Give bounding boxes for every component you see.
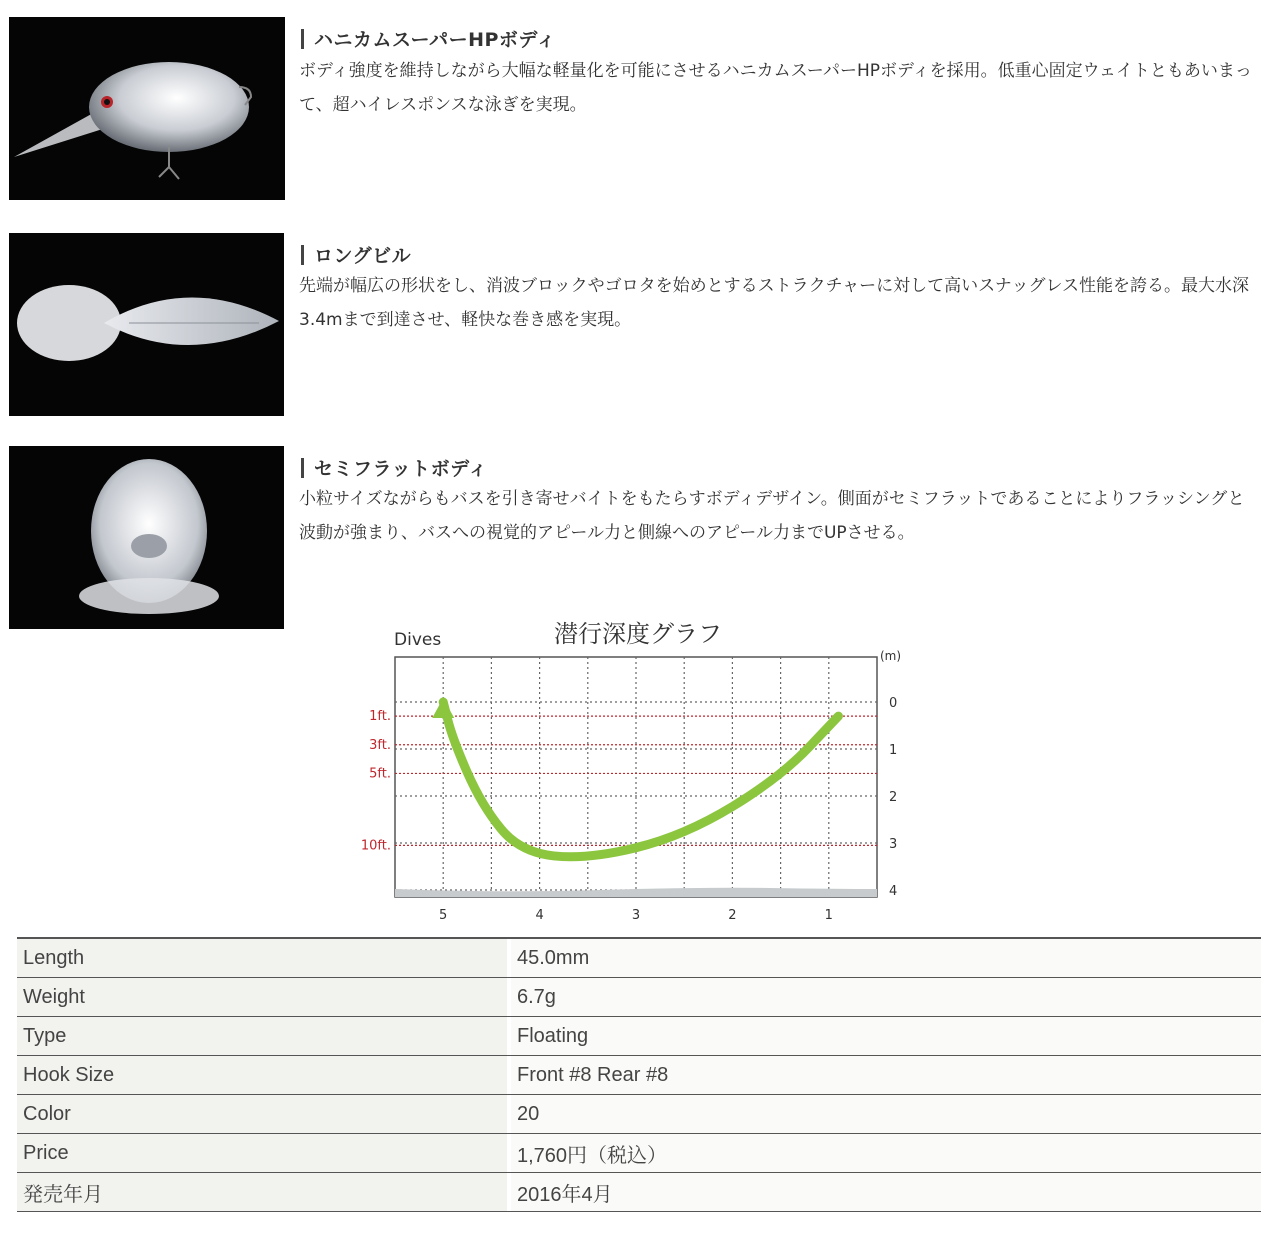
x-tick-label: 4: [535, 908, 544, 923]
feature-title-text: ロングビル: [314, 245, 412, 267]
feature-text: 小粒サイズながらもバスを引き寄せバイトをもたらすボディデザイン。側面がセミフラットであることによりフラッシングと波動が強まり、バスへの視覚的アピール力と側線へのアピール力までUPさせる。: [299, 489, 1245, 543]
title-bar: [301, 458, 304, 478]
feature-title: [301, 25, 556, 52]
spec-key: 発売年月: [17, 1173, 507, 1212]
title-bar: [301, 29, 304, 49]
spec-key: Weight: [17, 978, 507, 1017]
lure-top-photo: [9, 233, 284, 416]
spec-key: Color: [17, 1095, 507, 1134]
spec-row: [17, 1134, 1261, 1173]
title-bar: [301, 245, 304, 265]
spec-value: Front #8 Rear #8: [511, 1056, 1261, 1095]
spec-key: Price: [17, 1134, 507, 1173]
spec-row: [17, 938, 1261, 978]
spec-row: [17, 1056, 1261, 1095]
x-tick-label: 1: [824, 908, 833, 923]
y-tick-label: 0: [889, 696, 898, 711]
spec-row: [17, 1173, 1261, 1212]
spec-key: Hook Size: [17, 1056, 507, 1095]
spec-value: Floating: [511, 1017, 1261, 1056]
x-tick-label: 2: [728, 908, 737, 923]
spec-value: 6.7g: [511, 978, 1261, 1017]
feet-marker-label: 5ft.: [369, 766, 391, 782]
feature-title: [301, 454, 488, 481]
chart-ylabel-right: (m): [880, 649, 902, 663]
y-tick-label: 4: [889, 884, 898, 899]
spec-table: [17, 937, 1261, 1212]
feature-title: [301, 241, 411, 268]
spec-key: Type: [17, 1017, 507, 1056]
y-tick-label: 3: [889, 837, 898, 852]
spec-value: 2016年4月: [511, 1173, 1261, 1212]
spec-value: 45.0mm: [511, 938, 1261, 978]
spec-row: [17, 1095, 1261, 1134]
dive-depth-chart: [350, 612, 930, 932]
chart-title: 潜行深度グラフ: [554, 620, 722, 648]
feature-text: 先端が幅広の形状をし、消波ブロックやゴロタを始めとするストラクチャーに対して高いスナッグレス性能を誇る。最大水深3.4mまで到達させ、軽快な巻き感を実現。: [299, 276, 1249, 330]
feature-title-text: ハニカムスーパーHPボディ: [314, 29, 556, 51]
chart-ylabel-left: Dives: [394, 630, 442, 650]
feet-marker-label: 10ft.: [360, 838, 391, 854]
spec-value: 1,760円（税込）: [511, 1134, 1261, 1173]
spec-key: Length: [17, 938, 507, 978]
y-tick-label: 1: [889, 743, 898, 758]
lure-side-photo: [9, 17, 285, 200]
spec-row: [17, 1017, 1261, 1056]
x-tick-label: 5: [439, 908, 448, 923]
feature-title-text: セミフラットボディ: [314, 458, 488, 480]
lure-front-photo: [9, 446, 284, 629]
spec-row: [17, 978, 1261, 1017]
feet-marker-label: 3ft.: [369, 737, 391, 753]
feet-marker-label: 1ft.: [369, 709, 391, 725]
spec-value: 20: [511, 1095, 1261, 1134]
x-tick-label: 3: [631, 908, 641, 923]
y-tick-label: 2: [889, 790, 898, 805]
feature-text: ボディ強度を維持しながら大幅な軽量化を可能にさせるハニカムスーパーHPボディを採用。低重心固定ウェイトともあいまって、超ハイレスポンスな泳ぎを実現。: [299, 61, 1252, 115]
